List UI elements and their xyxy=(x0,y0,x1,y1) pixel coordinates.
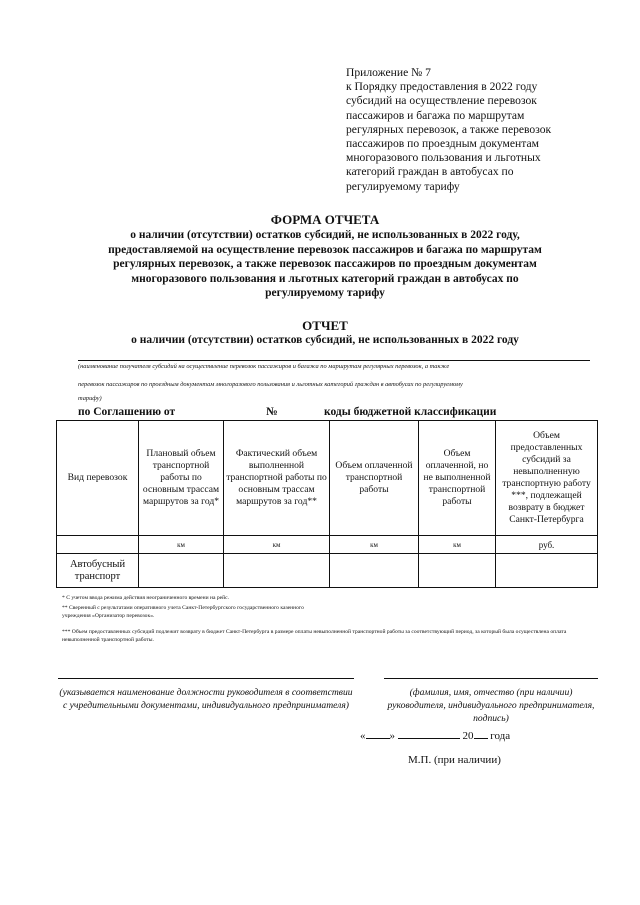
unit-cell xyxy=(57,536,139,554)
planned-volume-cell[interactable] xyxy=(139,554,224,588)
recipient-note-line: тарифу) xyxy=(78,395,102,402)
signature-date xyxy=(360,730,510,742)
appendix-line: пассажиров и багажа по маршрутам xyxy=(346,108,525,122)
actual-volume-cell[interactable] xyxy=(224,554,330,588)
unit-cell: км xyxy=(419,536,496,554)
stamp-label: М.П. (при наличии) xyxy=(408,754,501,766)
appendix-line: регулярных перевозок, а также перевозок xyxy=(346,122,552,136)
form-subtitle-line: предоставляемой на осуществление перевозок пассажиров и багажа по маршрутам xyxy=(108,243,542,256)
agreement-number-label: № xyxy=(266,406,278,418)
table-row xyxy=(57,554,598,588)
position-signature-line xyxy=(58,678,354,679)
footnote-1: * С учетом ввода режима действия неограниченного времени на рейс. xyxy=(62,595,230,601)
subsidy-return-cell[interactable] xyxy=(496,554,598,588)
paid-volume-cell[interactable] xyxy=(330,554,419,588)
date-close-quote: » xyxy=(389,730,395,742)
footnote-2: ** Сверенный с результатами оперативного учета Санкт-Петербургского государственного казенного учреждения «Организатор перевозок». xyxy=(62,605,304,619)
report-title: ОТЧЕТ xyxy=(302,318,348,333)
header-cell: Вид перевозок xyxy=(57,421,139,536)
appendix-header xyxy=(346,66,606,194)
budget-codes-label: коды бюджетной классификации xyxy=(324,406,497,418)
unit-cell: км xyxy=(139,536,224,554)
day-field[interactable] xyxy=(366,738,390,739)
name-caption: (фамилия, имя, отчество (при наличии) руководителя, индивидуального предпринимателя, подпись) xyxy=(387,687,595,725)
form-subtitle-line: регулируемому тарифу xyxy=(265,287,385,300)
appendix-line: Приложение № 7 xyxy=(346,66,431,79)
paid-not-performed-cell[interactable] xyxy=(419,554,496,588)
header-cell: Объем оплаченной, но не выполненной транспортной работы xyxy=(419,421,496,536)
agreement-label: по Соглашению от xyxy=(78,406,176,418)
unit-cell: руб. xyxy=(496,536,598,554)
footnote-3: *** Объем предоставленных субсидий подлежит возврату в бюджет Санкт-Петербурга в размере оплаты невыполненной транспортной работы за соответствующий период, за который была осуществлена оплата невыполненной транспортной работы. xyxy=(62,629,567,643)
unit-cell: км xyxy=(330,536,419,554)
name-signature-line xyxy=(384,678,598,679)
date-open-quote: « xyxy=(360,730,366,742)
header-cell: Объем предоставленных субсидий за невыполненную транспортную работу ***, подлежащей возврату в бюджет Санкт-Петербурга xyxy=(496,421,598,536)
appendix-line: пассажиров по проездным документам xyxy=(346,137,539,151)
form-subtitle-line: о наличии (отсутствии) остатков субсидий, не использованных в 2022 году, xyxy=(130,229,520,241)
form-subtitle-line: регулярных перевозок, а также перевозок пассажиров по проездным документам xyxy=(113,258,537,271)
recipient-note xyxy=(78,360,608,406)
appendix-line: к Порядку предоставления в 2022 году xyxy=(346,80,538,94)
recipient-note-line: (наименование получателя субсидий на осуществление перевозок пассажиров и багажа по маршрутам регулярных перевозок, а также xyxy=(78,363,450,370)
appendix-line: регулируемому тарифу xyxy=(346,179,460,193)
report-table xyxy=(56,420,598,588)
year-field[interactable] xyxy=(474,738,488,739)
header-cell: Объем оплаченной транспортной работы xyxy=(330,421,419,536)
form-subtitle-line: многоразового пользования и льготных категорий граждан в автобусах по xyxy=(131,272,519,285)
table-units-row xyxy=(57,536,598,554)
header-cell: Плановый объем транспортной работы по основным трассам маршрутов за год* xyxy=(139,421,224,536)
position-caption: (указывается наименование должности руководителя в соответствии с учредительными документами, индивидуального предпринимателя) xyxy=(59,687,353,712)
year-prefix: 20 xyxy=(462,730,474,742)
form-title: ФОРМА ОТЧЕТА xyxy=(270,212,380,227)
month-field[interactable] xyxy=(398,738,460,739)
appendix-line: многоразового пользования и льготных xyxy=(346,151,541,165)
appendix-line: категорий граждан в автобусах по xyxy=(346,165,514,179)
report-subtitle: о наличии (отсутствии) остатков субсидий, не использованных в 2022 году xyxy=(131,334,519,346)
unit-cell: км xyxy=(224,536,330,554)
transport-type-cell: Автобусный транспорт xyxy=(57,554,139,588)
table-header-row xyxy=(57,421,598,536)
recipient-note-line: перевозок пассажиров по проездным документам многоразового пользования и льготных категорий граждан в автобусах по регулируемому xyxy=(78,381,463,388)
appendix-line: субсидий на осуществление перевозок xyxy=(346,94,537,108)
year-suffix: года xyxy=(490,730,511,742)
header-cell: Фактический объем выполненной транспортной работы по основным трассам маршрутов за год** xyxy=(224,421,330,536)
form-subtitle xyxy=(40,228,610,301)
